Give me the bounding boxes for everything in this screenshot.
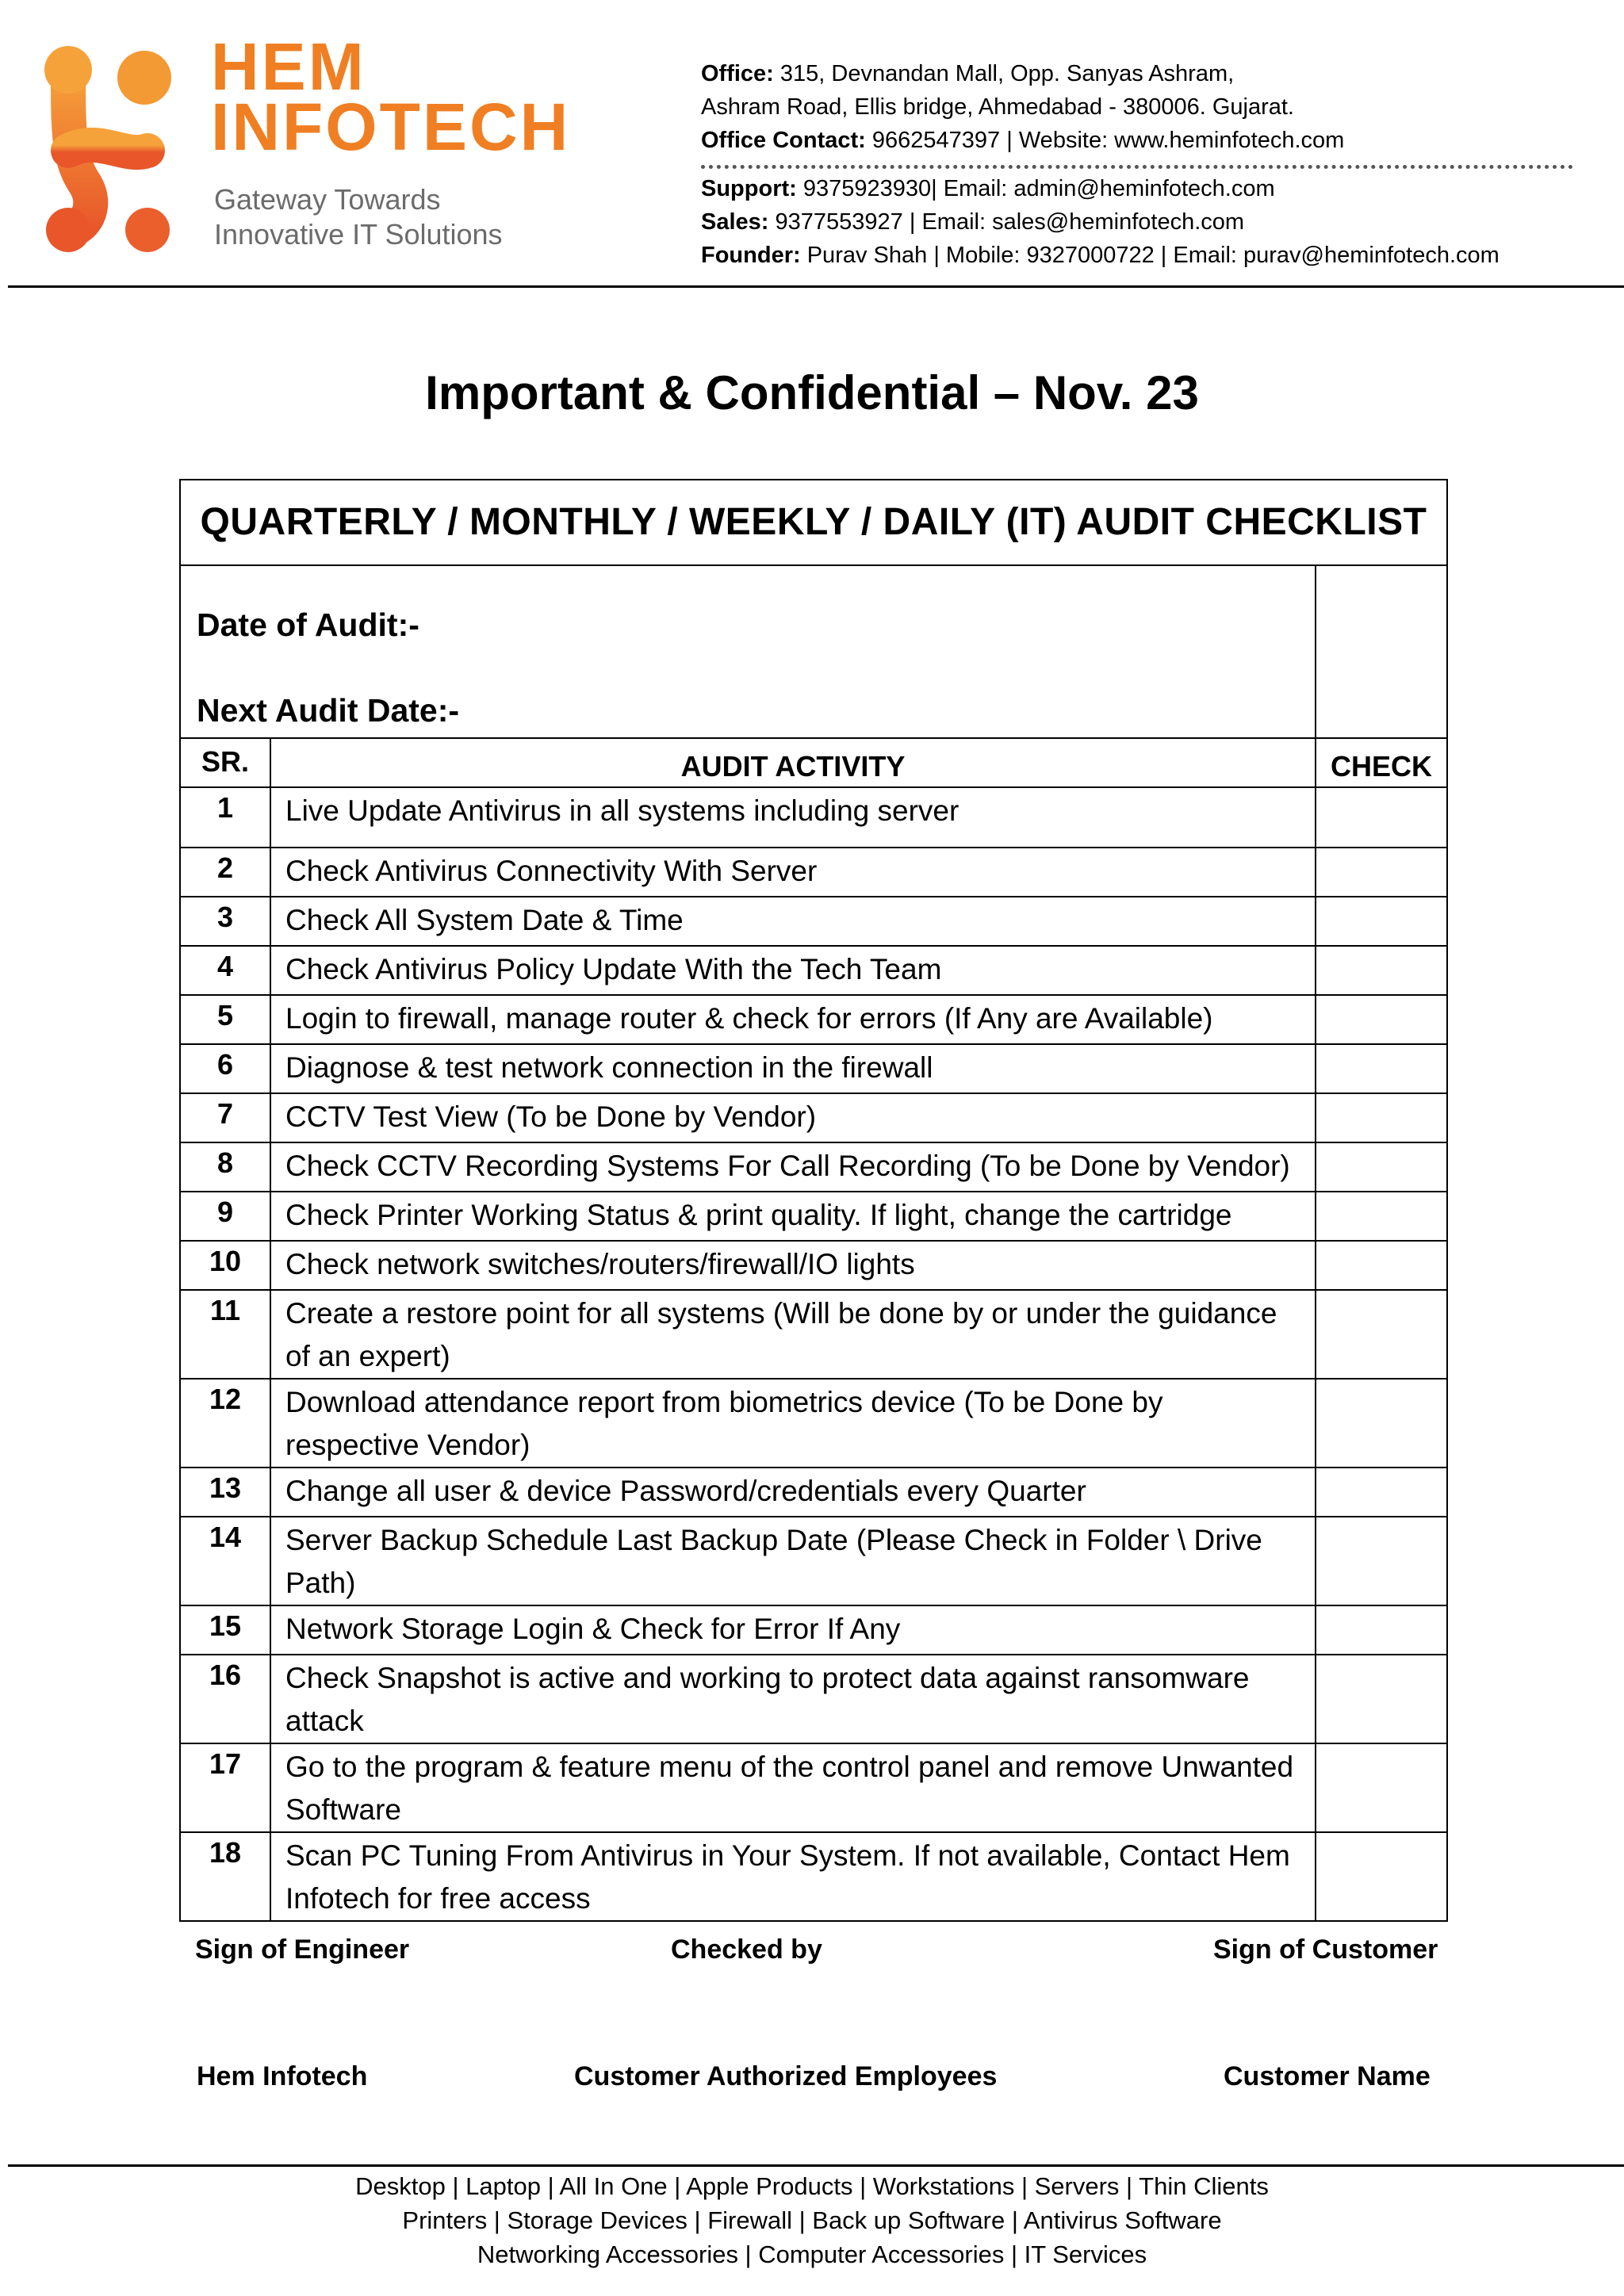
table-row [181,996,1446,1045]
row-check-cell[interactable] [1316,1192,1446,1240]
row-audit-activity: Check Antivirus Connectivity With Server [270,848,1316,896]
row-audit-activity: Check Printer Working Status & print quality. If light, change the cartridge [270,1192,1316,1240]
row-audit-activity: Scan PC Tuning From Antivirus in Your System. If not available, Contact Hem Infotech for free access [270,1833,1316,1920]
column-header-sr: SR. [201,745,249,778]
brand-name [211,29,571,164]
table-row [181,1242,1446,1291]
page-title: Important & Confidential – Nov. 23 [425,366,1199,419]
table-row [181,1833,1446,1920]
table-row [181,788,1446,848]
table-row [181,1045,1446,1094]
office-label: Office: [701,61,774,86]
row-sr-number: 12 [209,1383,242,1415]
audit-dates-fields [181,566,1315,737]
table-row [181,1380,1446,1468]
founder-contact: Purav Shah | Mobile: 9327000722 | Email: purav@heminfotech.com [806,243,1500,268]
dotted-divider [701,165,1573,169]
tagline-line1: Gateway Towards [214,183,441,216]
tagline-line2: Innovative IT Solutions [214,218,503,251]
row-sr-number: 14 [209,1521,242,1553]
table-header-row [181,739,1446,788]
table-row [181,1094,1446,1143]
row-check-cell[interactable] [1316,1242,1446,1289]
sales-contact: 9377553927 | Email: sales@heminfotech.com [775,209,1245,235]
row-audit-activity: CCTV Test View (To be Done by Vendor) [270,1094,1316,1142]
row-sr-number: 6 [216,1048,234,1081]
office-contact-label: Office Contact: [701,128,866,153]
table-row [181,1606,1446,1655]
table-row [181,1655,1446,1744]
row-sr-number: 1 [216,791,234,824]
row-check-cell[interactable] [1316,1143,1446,1191]
row-audit-activity: Check network switches/routers/firewall/IO lights [270,1242,1316,1289]
row-check-cell[interactable] [1316,1655,1446,1743]
footer-services [0,2169,1624,2271]
row-check-cell[interactable] [1316,1045,1446,1093]
hem-infotech-logo-icon [36,40,178,254]
row-audit-activity: Go to the program & feature menu of the control panel and remove Unwanted Software [270,1744,1316,1831]
table-row [181,1517,1446,1606]
footer-line1: Desktop | Laptop | All In One | Apple Products | Workstations | Servers | Thin Clients [355,2172,1269,2200]
audit-dates-blank-cell [1315,566,1446,737]
row-check-cell[interactable] [1316,947,1446,994]
date-of-audit-label: Date of Audit:- [197,607,419,643]
office-address-line1: 315, Devnandan Mall, Opp. Sanyas Ashram, [779,61,1235,86]
row-audit-activity: Download attendance report from biometrics device (To be Done by respective Vendor) [270,1380,1316,1467]
row-audit-activity: Check CCTV Recording Systems For Call Recording (To be Done by Vendor) [270,1143,1316,1191]
row-sr-number: 10 [209,1245,242,1277]
table-row [181,1468,1446,1517]
row-audit-activity: Check Snapshot is active and working to protect data against ransomware attack [270,1655,1316,1743]
row-check-cell[interactable] [1316,788,1446,847]
header-divider [8,285,1624,288]
row-audit-activity: Check All System Date & Time [270,897,1316,945]
row-audit-activity: Network Storage Login & Check for Error If Any [270,1606,1316,1654]
row-sr-number: 13 [209,1471,242,1504]
row-check-cell[interactable] [1316,1744,1446,1831]
table-row [181,1744,1446,1833]
row-audit-activity: Live Update Antivirus in all systems including server [270,788,1316,847]
customer-name-label: Customer Name [1224,2061,1431,2091]
row-check-cell[interactable] [1316,848,1446,896]
row-check-cell[interactable] [1316,996,1446,1043]
sign-of-customer-label: Sign of Customer [1213,1934,1438,1965]
row-audit-activity: Server Backup Schedule Last Backup Date (Please Check in Folder \ Drive Path) [270,1517,1316,1605]
row-check-cell[interactable] [1316,897,1446,945]
row-audit-activity: Change all user & device Password/credentials every Quarter [270,1468,1316,1516]
row-check-cell[interactable] [1316,1517,1446,1605]
company-name-label: Hem Infotech [197,2061,368,2091]
sign-of-engineer-label: Sign of Engineer [195,1934,410,1965]
footer-divider [8,2164,1624,2167]
row-audit-activity: Diagnose & test network connection in the firewall [270,1045,1316,1093]
support-contact: 9375923930| Email: admin@heminfotech.com [802,176,1275,201]
row-sr-number: 3 [216,901,234,933]
brand-tagline [214,182,503,252]
office-address-line2: Ashram Road, Ellis bridge, Ahmedabad - 380006. Gujarat. [701,94,1294,120]
row-check-cell[interactable] [1316,1291,1446,1378]
row-check-cell[interactable] [1316,1606,1446,1654]
checked-by-label: Checked by [671,1934,822,1965]
row-sr-number: 4 [216,950,234,982]
audit-dates [181,566,1446,739]
support-label: Support: [701,176,797,201]
contact-block [701,57,1597,272]
row-sr-number: 2 [216,851,234,884]
customer-authorized-employees-label: Customer Authorized Employees [574,2061,998,2091]
letterhead [0,0,1624,287]
row-sr-number: 8 [216,1146,234,1179]
row-check-cell[interactable] [1316,1833,1446,1920]
checklist-rows [181,739,1446,1920]
column-header-check: CHECK [1330,750,1432,783]
row-sr-number: 15 [209,1609,242,1642]
office-contact: 9662547397 | Website: www.heminfotech.com [871,128,1345,153]
column-header-activity: AUDIT ACTIVITY [270,739,1316,786]
row-sr-number: 17 [209,1747,242,1780]
brand-name-line2: INFOTECH [211,90,571,164]
next-audit-date-label: Next Audit Date:- [197,692,460,729]
table-row [181,1291,1446,1380]
table-row [181,1192,1446,1242]
sales-label: Sales: [701,209,769,235]
row-sr-number: 7 [216,1097,234,1130]
table-row [181,1143,1446,1192]
row-check-cell[interactable] [1316,1468,1446,1516]
row-sr-number: 11 [209,1294,241,1326]
row-sr-number: 16 [209,1659,242,1691]
row-check-cell[interactable] [1316,1380,1446,1467]
table-row [181,947,1446,996]
row-sr-number: 18 [209,1836,242,1869]
footer-line2: Printers | Storage Devices | Firewall | Back up Software | Antivirus Software [402,2206,1222,2234]
row-check-cell[interactable] [1316,1094,1446,1142]
brand-name-line1: HEM [211,29,366,104]
row-audit-activity: Check Antivirus Policy Update With the Tech Team [270,947,1316,994]
row-sr-number: 5 [216,999,234,1031]
checklist-heading: QUARTERLY / MONTHLY / WEEKLY / DAILY (IT) AUDIT CHECKLIST [181,480,1446,566]
audit-checklist-table [179,479,1448,1922]
footer-line3: Networking Accessories | Computer Accessories | IT Services [477,2241,1147,2268]
row-audit-activity: Login to firewall, manage router & check for errors (If Any are Available) [270,996,1316,1043]
row-sr-number: 9 [216,1196,234,1228]
table-row [181,897,1446,947]
table-row [181,848,1446,897]
row-audit-activity: Create a restore point for all systems (Will be done by or under the guidance of an expert) [270,1291,1316,1378]
founder-label: Founder: [701,243,801,268]
